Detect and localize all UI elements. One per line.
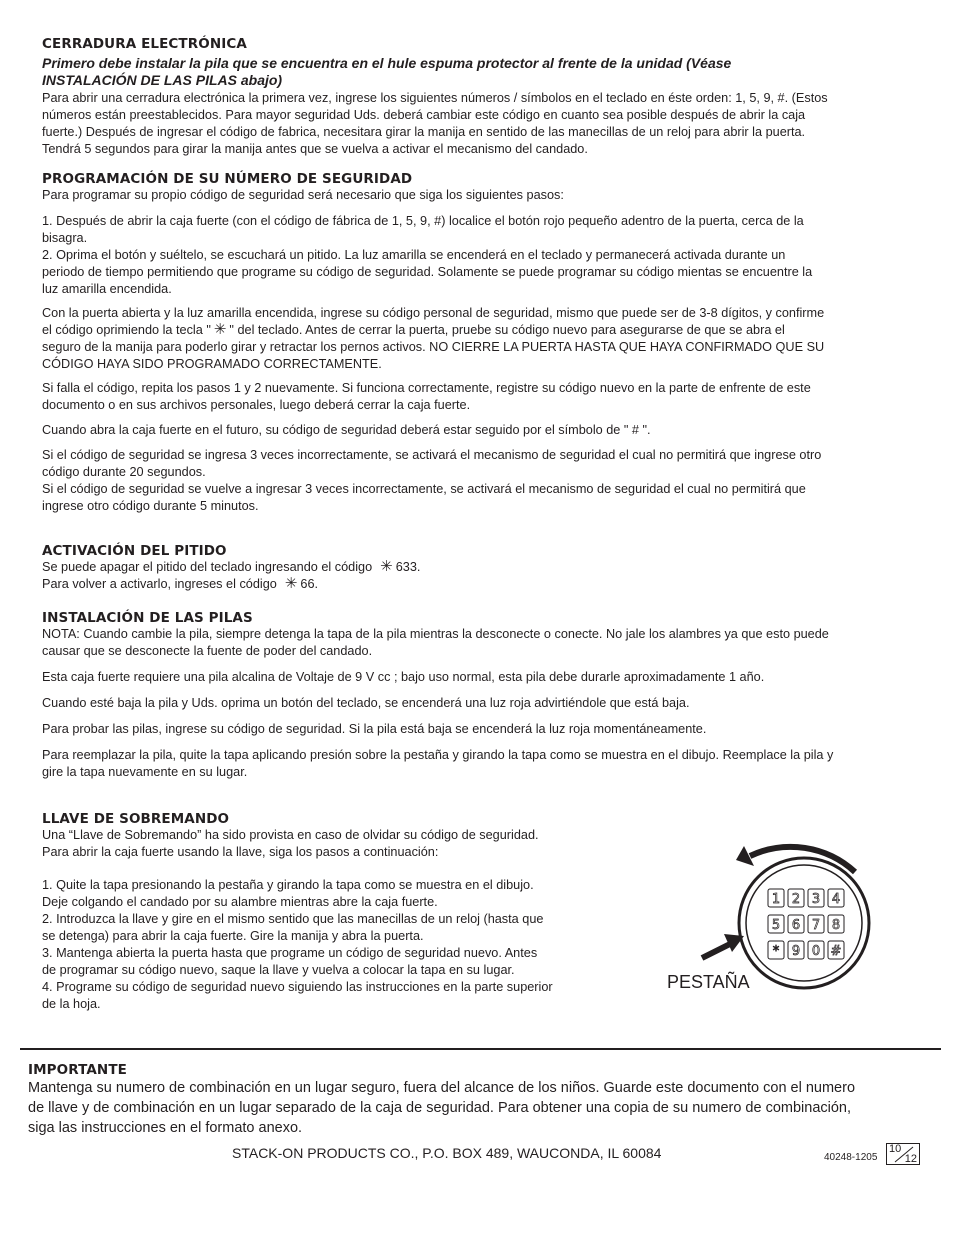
paragraph-line: Para abrir la caja fuerte usando la llave, siga los pasos a continuación:	[42, 845, 439, 859]
keypad-key-label: 9	[791, 944, 801, 959]
asterisk-icon: ✳	[213, 321, 227, 338]
page-current: 10	[889, 1143, 902, 1155]
text-fragment: Se puede apagar el pitido del teclado ingresando el código	[42, 560, 373, 574]
pestana-label: PESTAÑA	[667, 972, 750, 992]
paragraph-line: de la hoja.	[42, 997, 101, 1011]
paragraph-line: de llave y de combinación en un lugar separado de la caja de seguridad. Para obtener una copia de su numero de combinación,	[28, 1100, 852, 1116]
paragraph-line: Si el código de seguridad se vuelve a ingresar 3 veces incorrectamente, se activará el mecanismo de seguridad el cual no permitirá que	[42, 482, 806, 496]
subtitle: Primero debe instalar la pila que se encuentra en el hule espuma protector al frente de la unidad (Véase	[42, 55, 732, 71]
text-fragment: " del teclado. Antes de cerrar la puerta, pruebe su código nuevo para asegurarse de que se abra el	[229, 323, 785, 337]
company-address: STACK-ON PRODUCTS CO., P.O. BOX 489, WAUCONDA, IL 60084	[232, 1145, 662, 1161]
keypad-key-label: 6	[791, 918, 801, 933]
paragraph-line: de programar su código nuevo, saque la llave y vuelva a colocar la tapa en su lugar.	[42, 963, 515, 977]
section-llave	[42, 811, 632, 1013]
section-cerradura	[42, 36, 927, 158]
keypad-key-label: 2	[791, 892, 801, 907]
paragraph-line: siga las instrucciones en el formato anexo.	[28, 1120, 303, 1136]
section-title: LLAVE DE SOBREMANDO	[42, 811, 230, 827]
asterisk-icon: ✳	[380, 558, 393, 575]
paragraph-line: gire la tapa nuevamente en su lugar.	[42, 765, 248, 779]
paragraph-line: causar que se desconecte la fuente de poder del candado.	[42, 644, 373, 658]
section-programacion	[42, 171, 927, 515]
paragraph-line: números están preestablecidos. Para mayor seguridad Uds. deberá cambiar este código en cuanto sea posible después de abrir la caja	[42, 108, 806, 122]
section-importante	[28, 1062, 928, 1138]
paragraph-line: Para probar las pilas, ingrese su código de seguridad. Si la pila está baja se encenderá la luz roja momentáneamente.	[42, 722, 707, 736]
keypad-key-label: 5	[771, 918, 781, 933]
section-pilas	[42, 610, 927, 781]
text-fragment: Para volver a activarlo, ingreses el código	[42, 577, 277, 591]
section-title: INSTALACIÓN DE LAS PILAS	[42, 610, 253, 626]
keypad-key-label: 7	[811, 918, 821, 933]
paragraph-line	[42, 559, 927, 576]
paragraph-line: Esta caja fuerte requiere una pila alcalina de Voltaje de 9 V cc ; bajo uso normal, esta pila debe durarle aproximadamente 1 año.	[42, 670, 765, 684]
paragraph-line: Mantenga su numero de combinación en un lugar seguro, fuera del alcance de los niños. Guarde este documento con el numero	[28, 1080, 856, 1096]
paragraph-line: Cuando abra la caja fuerte en el futuro, su código de seguridad deberá estar seguido por el símbolo de " # ".	[42, 423, 651, 437]
keypad-key-label: 1	[771, 892, 781, 907]
paragraph-line: Tendrá 5 segundos para girar la manija antes que se vuelva a activar el mecanismo del candado.	[42, 142, 588, 156]
page-number	[886, 1143, 920, 1165]
paragraph-line: bisagra.	[42, 231, 88, 245]
paragraph-line: Deje colgando el candado por su alambre mientras abre la caja fuerte.	[42, 895, 438, 909]
paragraph-line: Una “Llave de Sobremando” ha sido provista en caso de olvidar su código de seguridad.	[42, 828, 539, 842]
paragraph-line: se detenga) para abrir la caja fuerte. Gire la manija y abra la puerta.	[42, 929, 424, 943]
paragraph-line: Cuando esté baja la pila y Uds. oprima un botón del teclado, se encenderá una luz roja advirtiéndole que está baja.	[42, 696, 690, 710]
paragraph-line: Para reemplazar la pila, quite la tapa aplicando presión sobre la pestaña y girando la tapa como se muestra en el dibujo. Reemplace la pila y	[42, 748, 834, 762]
text-fragment: 66.	[300, 577, 319, 591]
keypad-key-label: 3	[811, 892, 821, 907]
paragraph-line: Para abrir una cerradura electrónica la primera vez, ingrese los siguientes números / símbolos en el teclado en éste orden: 1, 5, 9, #. (Estos	[42, 91, 828, 105]
paragraph-line: fuerte.) Después de ingresar el código de fabrica, necesitara girar la manija en sentido de las manecillas de un reloj para abrir la puerta.	[42, 125, 806, 139]
keypad-key-label: 0	[811, 944, 821, 959]
section-title: CERRADURA ELECTRÓNICA	[42, 36, 247, 52]
text-fragment: 633.	[395, 560, 421, 574]
paragraph-line: Si falla el código, repita los pasos 1 y 2 nuevamente. Si funciona correctamente, registre su código nuevo en la parte de enfrente de este	[42, 381, 811, 395]
paragraph-line: 1. Quite la tapa presionando la pestaña y girando la tapa como se muestra en el dibujo.	[42, 878, 534, 892]
paragraph-line	[42, 576, 927, 593]
keypad-key-label: #	[830, 944, 842, 959]
subtitle: INSTALACIÓN DE LAS PILAS abajo)	[42, 72, 283, 88]
paragraph-line: 2. Introduzca la llave y gire en el mismo sentido que las manecillas de un reloj (hasta que	[42, 912, 544, 926]
paragraph-line: seguro de la manija para poderlo girar y retractar los pernos activos. NO CIERRE LA PUERTA HASTA QUE HAYA CONFIRMADO QUE SU	[42, 340, 825, 354]
paragraph-line: Para programar su propio código de seguridad será necesario que siga los siguientes pasos:	[42, 188, 564, 202]
paragraph-line: 4. Programe su código de seguridad nuevo siguiendo las instrucciones en la parte superior	[42, 980, 553, 994]
divider	[20, 1048, 941, 1050]
paragraph-line: código durante 20 segundos.	[42, 465, 206, 479]
page-total: 12	[904, 1153, 917, 1165]
keypad-key-label: *	[772, 944, 780, 959]
text-fragment: el código oprimiendo la tecla "	[42, 323, 211, 337]
paragraph-line: documento o en sus archivos personales, luego deberá cerrar la caja fuerte.	[42, 398, 471, 412]
paragraph-line: NOTA: Cuando cambie la pila, siempre detenga la tapa de la pila mientras la desconecte o conecte. No jale los alambres ya que esto puede	[42, 627, 829, 641]
paragraph-line	[42, 322, 927, 339]
keypad-keys	[768, 889, 844, 959]
paragraph-line: 2. Oprima el botón y suéltelo, se escuchará un pitido. La luz amarilla se encenderá en el teclado y permanecerá activada durante un	[42, 248, 786, 262]
document-code: 40248-1205	[824, 1152, 878, 1163]
paragraph-line: ingrese otro código durante 5 minutos.	[42, 499, 259, 513]
keypad-key-label: 4	[831, 892, 841, 907]
section-title: ACTIVACIÓN DEL PITIDO	[42, 543, 227, 559]
paragraph-line: CÓDIGO HAYA SIDO PROGRAMADO CORRECTAMENTE.	[42, 357, 382, 371]
section-title: IMPORTANTE	[28, 1062, 127, 1078]
section-title: PROGRAMACIÓN DE SU NÚMERO DE SEGURIDAD	[42, 171, 413, 187]
paragraph-line: 3. Mantenga abierta la puerta hasta que programe un código de seguridad nuevo. Antes	[42, 946, 538, 960]
keypad-key-label: 8	[831, 918, 841, 933]
asterisk-icon: ✳	[284, 575, 298, 592]
section-pitido	[42, 543, 927, 593]
paragraph-line: periodo de tiempo permitiendo que programe su código de seguridad. Solamente se puede programar su código mientas se encuentre la	[42, 265, 813, 279]
paragraph-line: Si el código de seguridad se ingresa 3 veces incorrectamente, se activará el mecanismo de seguridad el cual no permitirá que ingrese otro	[42, 448, 822, 462]
paragraph-line: luz amarilla encendida.	[42, 282, 172, 296]
paragraph-line: Con la puerta abierta y la luz amarilla encendida, ingrese su código personal de seguridad, mismo que puede ser de 3-8 dígitos, y confirme	[42, 306, 825, 320]
paragraph-line: 1. Después de abrir la caja fuerte (con el código de fábrica de 1, 5, 9, #) localice el botón rojo pequeño adentro de la puerta, cerca de la	[42, 214, 804, 228]
tab-arrow	[702, 944, 730, 958]
